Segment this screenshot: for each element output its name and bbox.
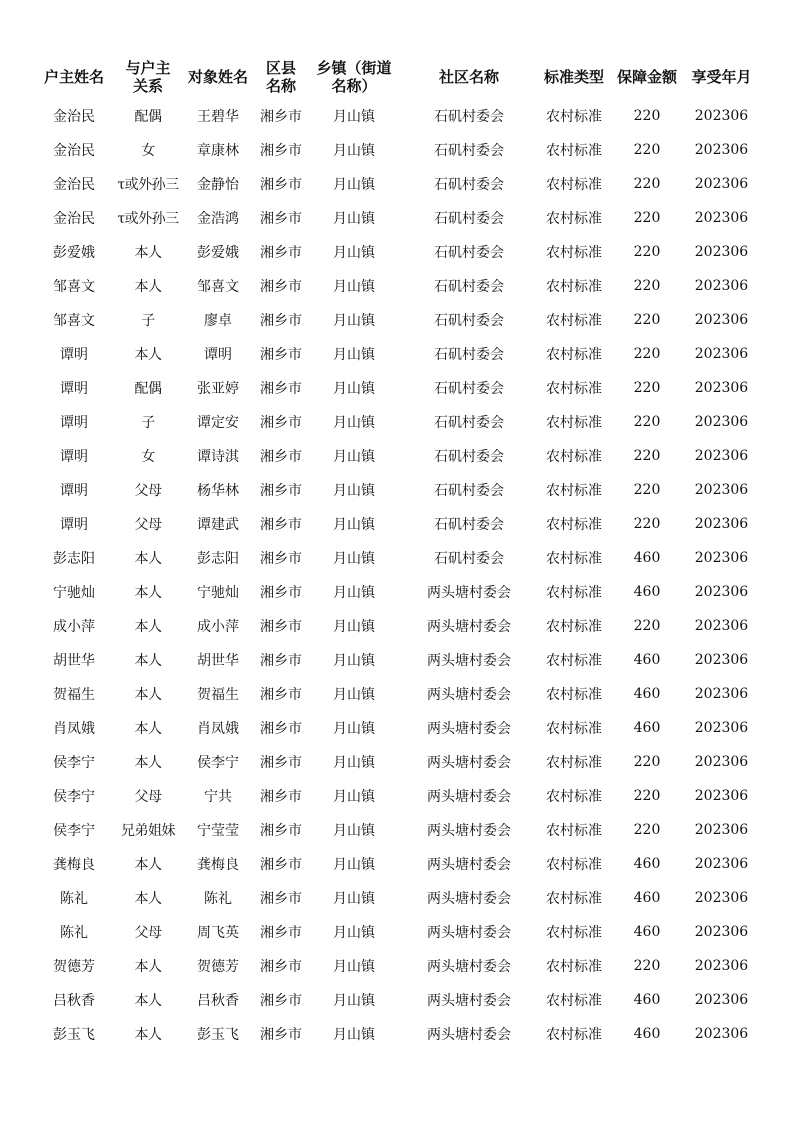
county-cell: 湘乡市 (260, 619, 302, 635)
header-householder-name: 户主姓名 (43, 68, 104, 86)
table-row (34, 473, 759, 507)
town-cell: 月山镇 (333, 211, 375, 227)
householder-name-cell: 金治民 (53, 143, 95, 159)
table-row (34, 915, 759, 949)
householder-name-cell: 彭玉飞 (53, 1027, 95, 1043)
town-cell: 月山镇 (333, 959, 375, 975)
community-cell: 两头塘村委会 (427, 755, 511, 771)
amount-cell: 220 (633, 618, 661, 634)
table-row (34, 405, 759, 439)
table-row (34, 133, 759, 167)
relation-cell: 本人 (134, 687, 162, 703)
amount-cell: 220 (633, 482, 661, 498)
header-town: 乡镇（街道 名称） (316, 59, 392, 95)
table-row (34, 575, 759, 609)
county-cell: 湘乡市 (260, 687, 302, 703)
recipient-name-cell: 杨华林 (197, 483, 239, 499)
period-cell: 202306 (694, 958, 749, 974)
relation-cell: 父母 (134, 789, 162, 805)
town-cell: 月山镇 (333, 245, 375, 261)
period-cell: 202306 (694, 346, 749, 362)
relation-cell: 父母 (134, 517, 162, 533)
relation-cell: 本人 (134, 959, 162, 975)
community-cell: 两头塘村委会 (427, 1027, 511, 1043)
amount-cell: 460 (633, 890, 661, 906)
table-row (34, 881, 759, 915)
period-cell: 202306 (694, 618, 749, 634)
amount-cell: 460 (633, 550, 661, 566)
town-cell: 月山镇 (333, 721, 375, 737)
recipient-name-cell: 彭志阳 (197, 551, 239, 567)
county-cell: 湘乡市 (260, 313, 302, 329)
relation-cell: 子 (141, 313, 155, 329)
recipient-name-cell: 章康林 (197, 143, 239, 159)
recipient-name-cell: 贺福生 (197, 687, 239, 703)
recipient-name-cell: 彭爱娥 (197, 245, 239, 261)
period-cell: 202306 (694, 924, 749, 940)
householder-name-cell: 陈礼 (60, 891, 88, 907)
recipient-name-cell: 宁莹莹 (197, 823, 239, 839)
period-cell: 202306 (694, 278, 749, 294)
relation-cell: τ或外孙三 (117, 211, 179, 227)
relation-cell: 本人 (134, 585, 162, 601)
householder-name-cell: 谭明 (60, 517, 88, 533)
community-cell: 石矶村委会 (434, 313, 504, 329)
period-cell: 202306 (694, 686, 749, 702)
community-cell: 石矶村委会 (434, 143, 504, 159)
amount-cell: 460 (633, 992, 661, 1008)
period-cell: 202306 (694, 142, 749, 158)
county-cell: 湘乡市 (260, 1027, 302, 1043)
standard-type-cell: 农村标准 (546, 891, 602, 907)
county-cell: 湘乡市 (260, 449, 302, 465)
table-row (34, 269, 759, 303)
town-cell: 月山镇 (333, 109, 375, 125)
relation-cell: 子 (141, 415, 155, 431)
recipient-name-cell: 周飞英 (197, 925, 239, 941)
county-cell: 湘乡市 (260, 245, 302, 261)
amount-cell: 220 (633, 210, 661, 226)
amount-cell: 460 (633, 584, 661, 600)
recipient-name-cell: 侯李宁 (197, 755, 239, 771)
period-cell: 202306 (694, 788, 749, 804)
standard-type-cell: 农村标准 (546, 211, 602, 227)
header-standard-type: 标准类型 (543, 68, 604, 86)
standard-type-cell: 农村标准 (546, 381, 602, 397)
householder-name-cell: 宁驰灿 (53, 585, 95, 601)
amount-cell: 460 (633, 720, 661, 736)
relation-cell: 本人 (134, 755, 162, 771)
period-cell: 202306 (694, 108, 749, 124)
recipient-name-cell: 肖凤娥 (197, 721, 239, 737)
householder-name-cell: 金治民 (53, 211, 95, 227)
standard-type-cell: 农村标准 (546, 313, 602, 329)
standard-type-cell: 农村标准 (546, 993, 602, 1009)
table-row (34, 371, 759, 405)
standard-type-cell: 农村标准 (546, 109, 602, 125)
amount-cell: 460 (633, 924, 661, 940)
householder-name-cell: 谭明 (60, 483, 88, 499)
standard-type-cell: 农村标准 (546, 857, 602, 873)
county-cell: 湘乡市 (260, 517, 302, 533)
recipient-name-cell: 彭玉飞 (197, 1027, 239, 1043)
amount-cell: 220 (633, 176, 661, 192)
town-cell: 月山镇 (333, 687, 375, 703)
householder-name-cell: 彭爱娥 (53, 245, 95, 261)
period-cell: 202306 (694, 856, 749, 872)
community-cell: 石矶村委会 (434, 415, 504, 431)
relation-cell: 本人 (134, 619, 162, 635)
assistance-roster-table (34, 55, 759, 1051)
relation-cell: 本人 (134, 1027, 162, 1043)
town-cell: 月山镇 (333, 993, 375, 1009)
county-cell: 湘乡市 (260, 415, 302, 431)
relation-cell: 女 (141, 143, 155, 159)
table-row (34, 439, 759, 473)
recipient-name-cell: 谭诗淇 (197, 449, 239, 465)
table-row (34, 541, 759, 575)
amount-cell: 220 (633, 108, 661, 124)
county-cell: 湘乡市 (260, 143, 302, 159)
table-row (34, 711, 759, 745)
relation-cell: 本人 (134, 721, 162, 737)
householder-name-cell: 金治民 (53, 109, 95, 125)
community-cell: 两头塘村委会 (427, 959, 511, 975)
relation-cell: 女 (141, 449, 155, 465)
standard-type-cell: 农村标准 (546, 925, 602, 941)
standard-type-cell: 农村标准 (546, 823, 602, 839)
amount-cell: 460 (633, 686, 661, 702)
table-row (34, 1017, 759, 1051)
town-cell: 月山镇 (333, 177, 375, 193)
table-row (34, 813, 759, 847)
community-cell: 两头塘村委会 (427, 585, 511, 601)
householder-name-cell: 金治民 (53, 177, 95, 193)
county-cell: 湘乡市 (260, 109, 302, 125)
table-row (34, 507, 759, 541)
amount-cell: 220 (633, 312, 661, 328)
householder-name-cell: 谭明 (60, 449, 88, 465)
period-cell: 202306 (694, 754, 749, 770)
period-cell: 202306 (694, 312, 749, 328)
community-cell: 石矶村委会 (434, 483, 504, 499)
period-cell: 202306 (694, 1026, 749, 1042)
town-cell: 月山镇 (333, 449, 375, 465)
table-row (34, 643, 759, 677)
county-cell: 湘乡市 (260, 653, 302, 669)
recipient-name-cell: 贺德芳 (197, 959, 239, 975)
header-row (34, 55, 759, 99)
town-cell: 月山镇 (333, 1027, 375, 1043)
town-cell: 月山镇 (333, 925, 375, 941)
amount-cell: 460 (633, 1026, 661, 1042)
recipient-name-cell: 吕秋香 (197, 993, 239, 1009)
community-cell: 两头塘村委会 (427, 721, 511, 737)
table-row (34, 779, 759, 813)
community-cell: 石矶村委会 (434, 279, 504, 295)
table-row (34, 99, 759, 133)
householder-name-cell: 吕秋香 (53, 993, 95, 1009)
table-row (34, 303, 759, 337)
relation-cell: 本人 (134, 245, 162, 261)
table-header (34, 55, 759, 99)
town-cell: 月山镇 (333, 415, 375, 431)
community-cell: 石矶村委会 (434, 517, 504, 533)
householder-name-cell: 谭明 (60, 415, 88, 431)
standard-type-cell: 农村标准 (546, 619, 602, 635)
standard-type-cell: 农村标准 (546, 347, 602, 363)
town-cell: 月山镇 (333, 891, 375, 907)
period-cell: 202306 (694, 822, 749, 838)
householder-name-cell: 谭明 (60, 381, 88, 397)
community-cell: 两头塘村委会 (427, 653, 511, 669)
standard-type-cell: 农村标准 (546, 789, 602, 805)
community-cell: 两头塘村委会 (427, 619, 511, 635)
town-cell: 月山镇 (333, 857, 375, 873)
county-cell: 湘乡市 (260, 721, 302, 737)
period-cell: 202306 (694, 516, 749, 532)
table-row (34, 949, 759, 983)
table-row (34, 609, 759, 643)
period-cell: 202306 (694, 720, 749, 736)
table-row (34, 167, 759, 201)
period-cell: 202306 (694, 652, 749, 668)
county-cell: 湘乡市 (260, 177, 302, 193)
standard-type-cell: 农村标准 (546, 449, 602, 465)
community-cell: 石矶村委会 (434, 211, 504, 227)
town-cell: 月山镇 (333, 823, 375, 839)
standard-type-cell: 农村标准 (546, 517, 602, 533)
standard-type-cell: 农村标准 (546, 143, 602, 159)
standard-type-cell: 农村标准 (546, 585, 602, 601)
period-cell: 202306 (694, 482, 749, 498)
amount-cell: 220 (633, 516, 661, 532)
amount-cell: 220 (633, 822, 661, 838)
period-cell: 202306 (694, 176, 749, 192)
recipient-name-cell: 谭明 (204, 347, 232, 363)
standard-type-cell: 农村标准 (546, 721, 602, 737)
relation-cell: 本人 (134, 551, 162, 567)
relation-cell: 本人 (134, 347, 162, 363)
standard-type-cell: 农村标准 (546, 653, 602, 669)
standard-type-cell: 农村标准 (546, 1027, 602, 1043)
table-row (34, 677, 759, 711)
recipient-name-cell: 金浩鸿 (197, 211, 239, 227)
county-cell: 湘乡市 (260, 381, 302, 397)
householder-name-cell: 侯李宁 (53, 789, 95, 805)
header-community: 社区名称 (438, 68, 499, 86)
community-cell: 石矶村委会 (434, 449, 504, 465)
county-cell: 湘乡市 (260, 585, 302, 601)
amount-cell: 220 (633, 788, 661, 804)
town-cell: 月山镇 (333, 381, 375, 397)
householder-name-cell: 侯李宁 (53, 755, 95, 771)
county-cell: 湘乡市 (260, 823, 302, 839)
amount-cell: 460 (633, 652, 661, 668)
table-row (34, 337, 759, 371)
householder-name-cell: 邹喜文 (53, 279, 95, 295)
header-period: 享受年月 (691, 68, 752, 86)
town-cell: 月山镇 (333, 143, 375, 159)
town-cell: 月山镇 (333, 313, 375, 329)
table-row (34, 983, 759, 1017)
amount-cell: 220 (633, 448, 661, 464)
standard-type-cell: 农村标准 (546, 415, 602, 431)
period-cell: 202306 (694, 448, 749, 464)
county-cell: 湘乡市 (260, 211, 302, 227)
town-cell: 月山镇 (333, 585, 375, 601)
relation-cell: 本人 (134, 857, 162, 873)
householder-name-cell: 邹喜文 (53, 313, 95, 329)
amount-cell: 220 (633, 414, 661, 430)
householder-name-cell: 侯李宁 (53, 823, 95, 839)
community-cell: 两头塘村委会 (427, 891, 511, 907)
recipient-name-cell: 陈礼 (204, 891, 232, 907)
county-cell: 湘乡市 (260, 959, 302, 975)
recipient-name-cell: 廖卓 (204, 313, 232, 329)
header-recipient-name: 对象姓名 (187, 68, 248, 86)
recipient-name-cell: 胡世华 (197, 653, 239, 669)
standard-type-cell: 农村标准 (546, 959, 602, 975)
amount-cell: 220 (633, 958, 661, 974)
table-body (34, 99, 759, 1051)
table-row (34, 847, 759, 881)
county-cell: 湘乡市 (260, 279, 302, 295)
recipient-name-cell: 宁共 (204, 789, 232, 805)
community-cell: 石矶村委会 (434, 381, 504, 397)
recipient-name-cell: 谭建武 (197, 517, 239, 533)
recipient-name-cell: 宁驰灿 (197, 585, 239, 601)
standard-type-cell: 农村标准 (546, 245, 602, 261)
relation-cell: 本人 (134, 993, 162, 1009)
county-cell: 湘乡市 (260, 925, 302, 941)
community-cell: 两头塘村委会 (427, 925, 511, 941)
standard-type-cell: 农村标准 (546, 279, 602, 295)
town-cell: 月山镇 (333, 653, 375, 669)
relation-cell: 配偶 (134, 381, 162, 397)
relation-cell: 父母 (134, 925, 162, 941)
town-cell: 月山镇 (333, 517, 375, 533)
header-county: 区县 名称 (265, 59, 296, 95)
amount-cell: 220 (633, 244, 661, 260)
county-cell: 湘乡市 (260, 755, 302, 771)
community-cell: 石矶村委会 (434, 177, 504, 193)
amount-cell: 220 (633, 380, 661, 396)
community-cell: 两头塘村委会 (427, 857, 511, 873)
town-cell: 月山镇 (333, 347, 375, 363)
amount-cell: 220 (633, 754, 661, 770)
county-cell: 湘乡市 (260, 551, 302, 567)
householder-name-cell: 胡世华 (53, 653, 95, 669)
county-cell: 湘乡市 (260, 891, 302, 907)
recipient-name-cell: 龚梅良 (197, 857, 239, 873)
table-row (34, 201, 759, 235)
recipient-name-cell: 王碧华 (197, 109, 239, 125)
period-cell: 202306 (694, 380, 749, 396)
header-amount: 保障金额 (616, 68, 677, 86)
relation-cell: 父母 (134, 483, 162, 499)
householder-name-cell: 肖凤娥 (53, 721, 95, 737)
householder-name-cell: 谭明 (60, 347, 88, 363)
standard-type-cell: 农村标准 (546, 687, 602, 703)
standard-type-cell: 农村标准 (546, 177, 602, 193)
standard-type-cell: 农村标准 (546, 551, 602, 567)
community-cell: 石矶村委会 (434, 245, 504, 261)
community-cell: 石矶村委会 (434, 551, 504, 567)
relation-cell: 本人 (134, 279, 162, 295)
community-cell: 两头塘村委会 (427, 823, 511, 839)
relation-cell: 本人 (134, 891, 162, 907)
householder-name-cell: 陈礼 (60, 925, 88, 941)
householder-name-cell: 贺德芳 (53, 959, 95, 975)
recipient-name-cell: 张亚婷 (197, 381, 239, 397)
town-cell: 月山镇 (333, 483, 375, 499)
recipient-name-cell: 邹喜文 (197, 279, 239, 295)
recipient-name-cell: 成小萍 (197, 619, 239, 635)
county-cell: 湘乡市 (260, 993, 302, 1009)
county-cell: 湘乡市 (260, 347, 302, 363)
recipient-name-cell: 谭定安 (197, 415, 239, 431)
community-cell: 石矶村委会 (434, 347, 504, 363)
amount-cell: 220 (633, 346, 661, 362)
relation-cell: 本人 (134, 653, 162, 669)
table-row (34, 745, 759, 779)
amount-cell: 220 (633, 142, 661, 158)
table-row (34, 235, 759, 269)
standard-type-cell: 农村标准 (546, 755, 602, 771)
community-cell: 两头塘村委会 (427, 993, 511, 1009)
householder-name-cell: 成小萍 (53, 619, 95, 635)
householder-name-cell: 龚梅良 (53, 857, 95, 873)
period-cell: 202306 (694, 584, 749, 600)
community-cell: 两头塘村委会 (427, 687, 511, 703)
town-cell: 月山镇 (333, 619, 375, 635)
standard-type-cell: 农村标准 (546, 483, 602, 499)
period-cell: 202306 (694, 414, 749, 430)
community-cell: 石矶村委会 (434, 109, 504, 125)
period-cell: 202306 (694, 244, 749, 260)
period-cell: 202306 (694, 550, 749, 566)
householder-name-cell: 彭志阳 (53, 551, 95, 567)
relation-cell: 配偶 (134, 109, 162, 125)
town-cell: 月山镇 (333, 279, 375, 295)
period-cell: 202306 (694, 210, 749, 226)
county-cell: 湘乡市 (260, 483, 302, 499)
recipient-name-cell: 金静怡 (197, 177, 239, 193)
community-cell: 两头塘村委会 (427, 789, 511, 805)
header-relation: 与户主 关系 (125, 59, 171, 95)
amount-cell: 220 (633, 278, 661, 294)
amount-cell: 460 (633, 856, 661, 872)
town-cell: 月山镇 (333, 789, 375, 805)
town-cell: 月山镇 (333, 755, 375, 771)
county-cell: 湘乡市 (260, 857, 302, 873)
period-cell: 202306 (694, 890, 749, 906)
householder-name-cell: 贺福生 (53, 687, 95, 703)
town-cell: 月山镇 (333, 551, 375, 567)
county-cell: 湘乡市 (260, 789, 302, 805)
period-cell: 202306 (694, 992, 749, 1008)
relation-cell: 兄弟姐妹 (121, 823, 175, 839)
relation-cell: τ或外孙三 (117, 177, 179, 193)
